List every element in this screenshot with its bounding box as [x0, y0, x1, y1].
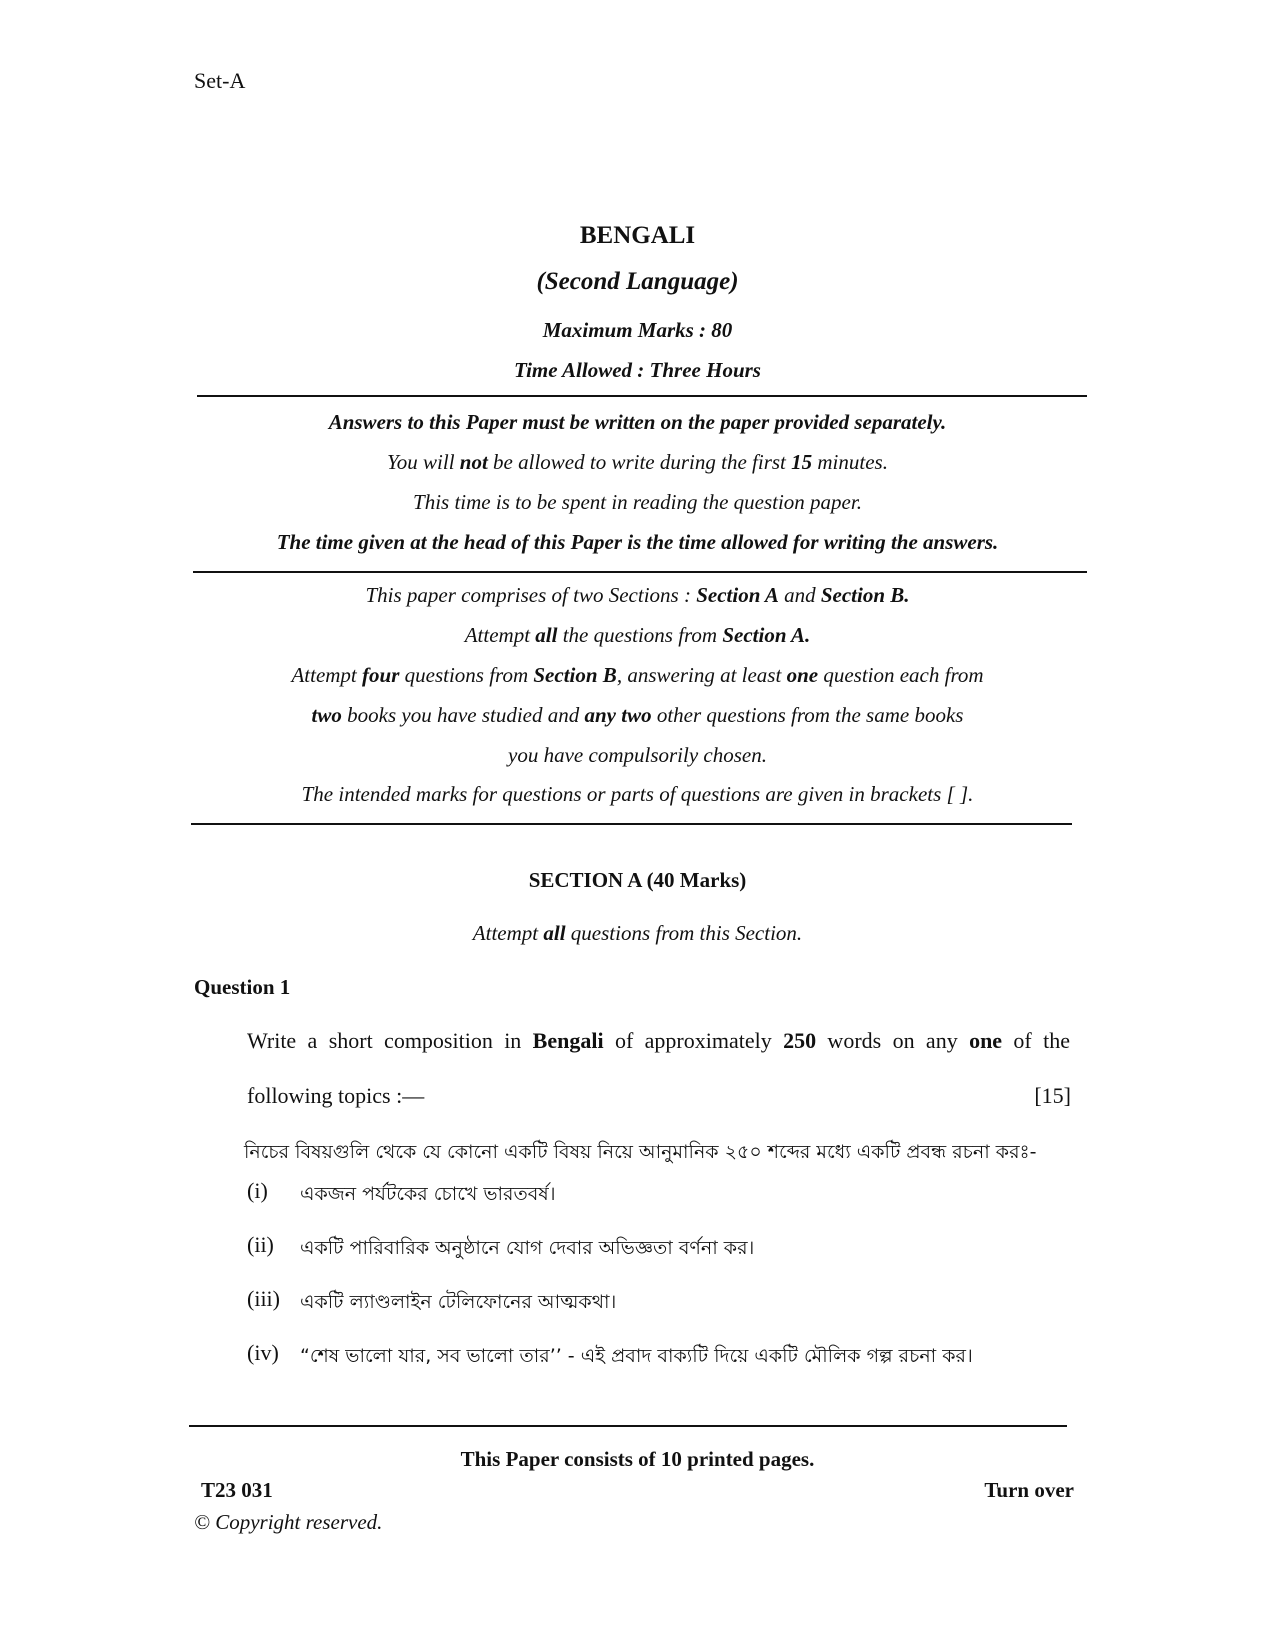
question-1-marks: [15]: [1034, 1083, 1071, 1108]
instruction-answers: Answers to this Paper must be written on the paper provided separately.: [328, 410, 947, 434]
maximum-marks: Maximum Marks : 80: [542, 318, 733, 342]
paper-info-books: two books you have studied and any two other questions from the same books: [311, 703, 964, 727]
copyright-notice: © Copyright reserved.: [194, 1510, 383, 1534]
paper-info-sections: This paper comprises of two Sections : Section A and Section B.: [365, 583, 910, 607]
question-1-text: Write a short composition in Bengali of approximately 250 words on any one of the: [247, 1028, 1070, 1053]
paper-code: T23 031: [201, 1478, 273, 1502]
paper-info-section-b: Attempt four questions from Section B, answering at least one question each from: [291, 663, 984, 687]
instruction-reading-time: You will not be allowed to write during the first 15 minutes.: [387, 450, 888, 474]
option-text: একজন পর্যটকের চোখে ভারতবর্ষ।: [300, 1183, 556, 1205]
divider-top: [197, 395, 1087, 397]
bengali-instruction: নিচের বিষয়গুলি থেকে যে কোনো একটি বিষয় নিয়ে আনুমানিক ২৫০ শব্দের মধ্যে একটি প্রবন্ধ রচনা করঃ-: [244, 1141, 1037, 1163]
paper-title: BENGALI: [579, 222, 696, 249]
option-number: (ii): [247, 1232, 274, 1257]
paper-info-marks: The intended marks for questions or parts of questions are given in brackets [ ].: [301, 782, 974, 806]
option-number: (iii): [247, 1286, 280, 1311]
paper-info-section-a: Attempt all the questions from Section A.: [464, 623, 811, 647]
printed-pages-note: This Paper consists of 10 printed pages.: [460, 1447, 815, 1471]
option-number: (iv): [247, 1340, 279, 1365]
section-a-note: Attempt all questions from this Section.: [472, 921, 803, 945]
turn-over-label: Turn over: [984, 1478, 1074, 1502]
paper-info-chosen: you have compulsorily chosen.: [508, 743, 767, 767]
section-a-title: SECTION A (40 Marks): [528, 868, 747, 892]
option-text: “শেষ ভালো যার, সব ভালো তার’’ - এই প্রবাদ বাক্যটি দিয়ে একটি মৌলিক গল্প রচনা কর।: [300, 1345, 973, 1367]
option-number: (i): [247, 1178, 268, 1203]
question-1-text-continued: following topics :—: [247, 1083, 425, 1108]
set-label: Set-A: [194, 68, 246, 93]
instruction-time-given: The time given at the head of this Paper is the time allowed for writing the answers.: [276, 530, 999, 554]
option-text: একটি ল্যাণ্ডলাইন টেলিফোনের আত্মকথা।: [300, 1291, 617, 1313]
instruction-reading: This time is to be spent in reading the question paper.: [413, 490, 862, 514]
time-allowed: Time Allowed : Three Hours: [514, 358, 761, 382]
question-1-heading: Question 1: [194, 975, 291, 999]
divider-middle: [193, 571, 1087, 573]
divider-bottom: [191, 823, 1072, 825]
option-text: একটি পারিবারিক অনুষ্ঠানে যোগ দেবার অভিজ্ঞতা বর্ণনা কর।: [300, 1237, 755, 1259]
paper-subtitle: (Second Language): [536, 268, 739, 295]
divider-footer: [189, 1425, 1067, 1427]
